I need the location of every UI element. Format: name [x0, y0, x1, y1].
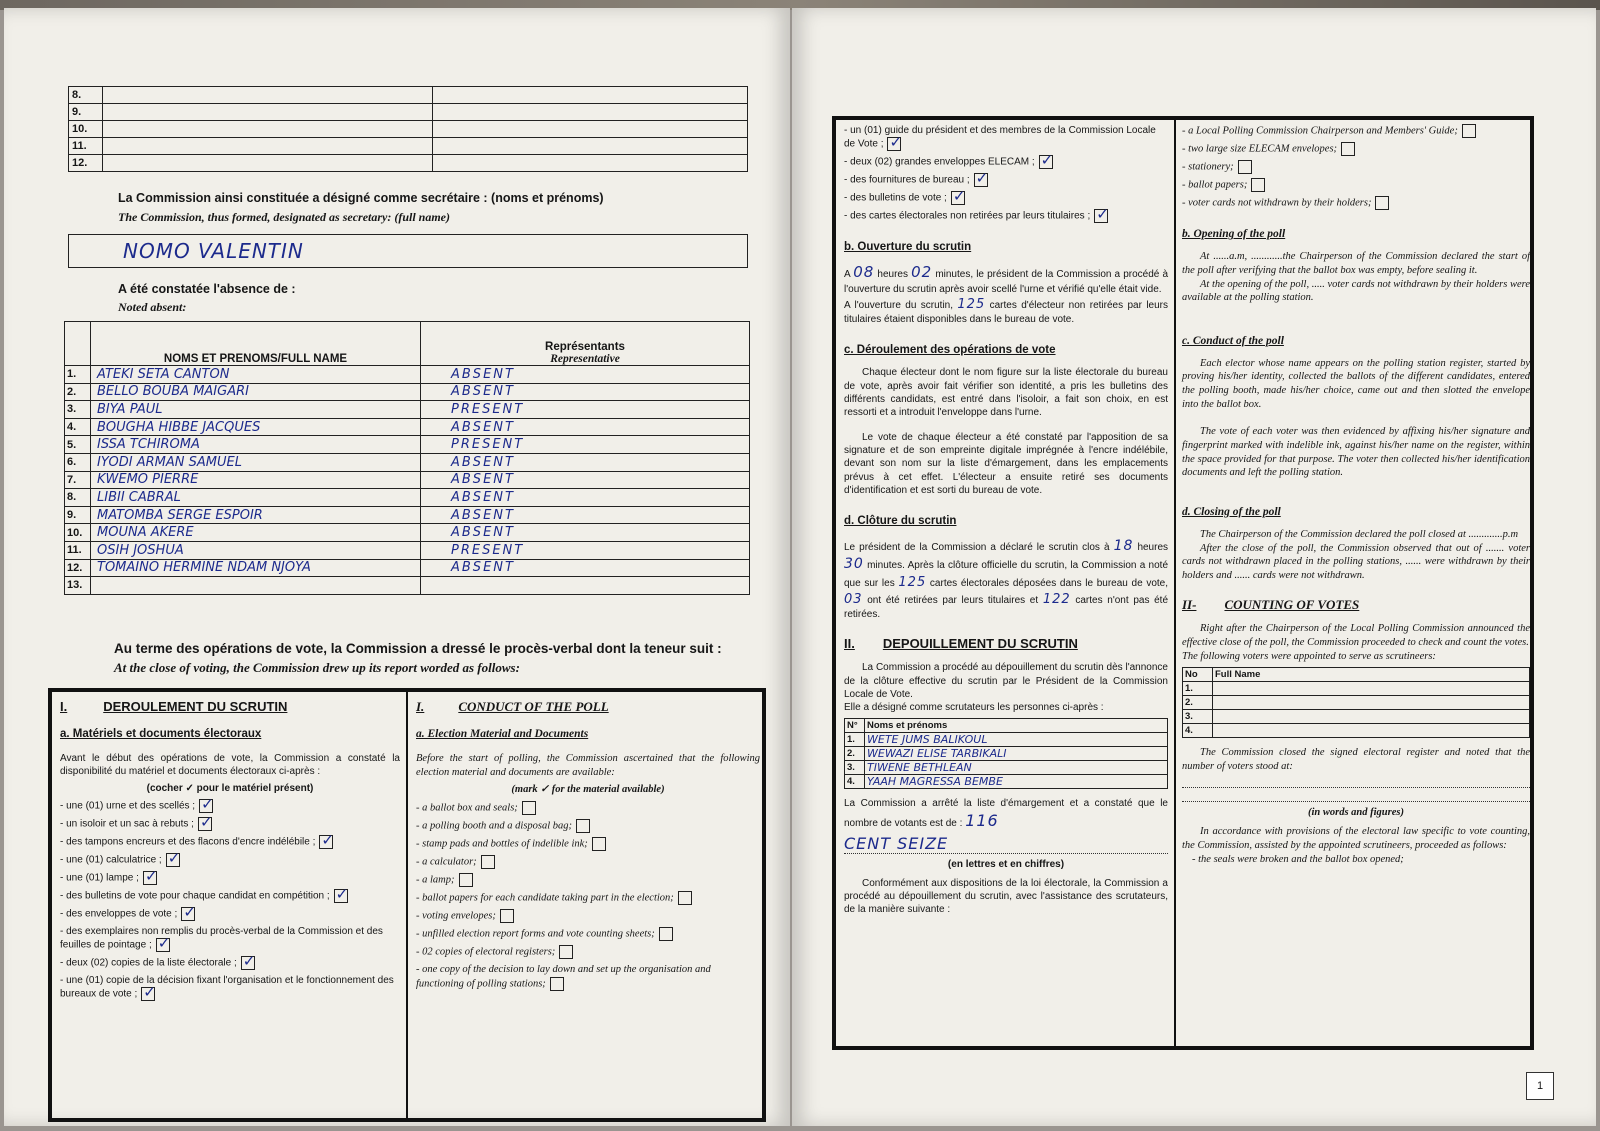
checklist-item	[60, 799, 400, 813]
checkbox[interactable]	[141, 987, 155, 1001]
left-page	[4, 8, 790, 1126]
checklist-item-label: - deux (02) copies de la liste électorale ;	[60, 958, 237, 970]
row-number: 10.	[65, 524, 91, 542]
closing-text-fr: Au terme des opérations de vote, la Commission a dressé le procès-verbal dont la teneur suit :	[114, 641, 722, 656]
checkbox[interactable]	[559, 945, 573, 959]
checkbox[interactable]	[1341, 142, 1355, 156]
checkbox[interactable]	[951, 191, 965, 205]
voters-count-words: CENT SEIZE	[844, 834, 1168, 854]
checkbox[interactable]	[1039, 155, 1053, 169]
candidate-name[interactable]: MATOMBA SERGE ESPOIR	[91, 506, 421, 524]
top-row-rep-cell[interactable]	[433, 138, 748, 155]
checkbox[interactable]	[1375, 196, 1389, 210]
scrutineer-name-cell[interactable]	[1213, 696, 1530, 710]
top-row-number: 10.	[69, 121, 103, 138]
checklist-item	[60, 817, 400, 831]
checklist-item-label: - des enveloppes de vote ;	[60, 909, 178, 921]
right-page	[792, 8, 1596, 1126]
row-number: 3.	[65, 401, 91, 419]
checklist-item-label: - une (01) copie de la décision fixant l'organisation et le fonctionnement des bureaux de vote ;	[60, 975, 394, 1001]
sub-d-title-en: d. Closing of the poll	[1182, 505, 1281, 518]
representative-status[interactable]: ABSENT	[421, 366, 750, 384]
checkbox[interactable]	[241, 956, 255, 970]
checkbox[interactable]	[198, 817, 212, 831]
row-number: 4.	[1183, 724, 1213, 738]
checklist-item-label: - unfilled election report forms and vote counting sheets;	[416, 928, 655, 940]
scrutineer-name[interactable]: YAAH MAGRESSA BEMBE	[865, 775, 1168, 789]
checklist-item-label: - ballot papers for each candidate taking part in the election;	[416, 892, 674, 904]
checklist-item-label: - des tampons encreurs et des flacons d'encre indélébile ;	[60, 837, 316, 849]
sub-b-title-fr: b. Ouverture du scrutin	[844, 241, 972, 253]
section-one-box	[48, 688, 766, 1122]
top-row	[69, 87, 748, 104]
checkbox[interactable]	[166, 853, 180, 867]
representative-status[interactable]: ABSENT	[421, 524, 750, 542]
scrutineers-table-en	[1182, 667, 1530, 738]
candidate-name[interactable]: ISSA TCHIROMA	[91, 436, 421, 454]
top-row	[69, 104, 748, 121]
table-row	[65, 366, 750, 384]
closing-text-en: At the close of voting, the Commission drew up its report worded as follows:	[114, 660, 520, 675]
checklist-item	[60, 871, 400, 885]
row-number: 1.	[1183, 682, 1213, 696]
checklist-item	[60, 835, 400, 849]
checkbox[interactable]	[659, 927, 673, 941]
scrutineers-table-fr	[844, 718, 1168, 789]
table-row	[845, 775, 1168, 789]
page-number: 1	[1526, 1072, 1554, 1100]
checklist-item	[60, 925, 400, 952]
table-row	[65, 401, 750, 419]
candidate-name[interactable]: BELLO BOUBA MAIGARI	[91, 383, 421, 401]
checklist-item	[1182, 196, 1530, 210]
closing-poll-text-fr: Le président de la Commission a déclaré le scrutin clos à 18 heures 30 minutes. Après la clôture officielle du scrutin, la Commission a noté que sur les 125 cartes électorales déposées dans le bureau de vote, 03 ont été retirées par leurs titulaires et 122 cartes n'ont pas été retirées.	[844, 538, 1169, 621]
top-row	[69, 155, 748, 172]
scrutineer-name[interactable]: TIWENE BETHLEAN	[865, 761, 1168, 775]
representative-status[interactable]: ABSENT	[421, 383, 750, 401]
table-row	[65, 418, 750, 436]
candidate-name[interactable]: ATEKI SETA CANTON	[91, 366, 421, 384]
top-row-name-cell[interactable]	[103, 104, 433, 121]
checkbox[interactable]	[156, 938, 170, 952]
row-number: 4.	[845, 775, 865, 789]
checklist-item-label: - une (01) calculatrice ;	[60, 855, 162, 867]
voters-count-fr: La Commission a arrêté la liste d'émargement et a constaté que le nombre de votants est de : 116	[844, 798, 1168, 831]
checklist-item	[416, 873, 760, 887]
checkbox[interactable]	[199, 799, 213, 813]
section-one-fr: I. DEROULEMENT DU SCRUTIN a. Matériels et documents électoraux Avant le début des opérations de vote, la Commission a constaté la disponibilité du matériel et documents électoraux ci-après : (cocher ✓ pour le matériel présent) - une (01) urne et des scellés ;✓ - un isoloir et un sac à rebuts ;✓ - des tampons encreurs et des flacons d'encre indélébile ;✓ - une (01) calculatrice ;✓ - une (01) lampe ;✓ - des bulletins de vote pour chaque candidat en compétition ;✓ - des enveloppes de vote ;✓ - des exemplaires non remplis du procès-verbal de la Commission et des feuilles de pointage ;✓ - deux (02) copies de la liste électorale ;✓ - une (01) copie de la décision fixant l'organisation et le fonctionnement des bureaux de vote ;✓	[60, 692, 400, 1118]
checklist-item	[1182, 142, 1530, 156]
table-row	[65, 471, 750, 489]
checkbox[interactable]	[319, 835, 333, 849]
representative-status[interactable]: ABSENT	[421, 506, 750, 524]
scrutineer-name-cell[interactable]	[1213, 724, 1530, 738]
table-row	[65, 489, 750, 507]
checklist-item-label: - stationery;	[1182, 161, 1234, 173]
checkbox[interactable]	[1238, 160, 1252, 174]
row-number: 2.	[1183, 696, 1213, 710]
checklist-item-label: - des bulletins de vote pour chaque candidat en compétition ;	[60, 891, 330, 903]
checklist-item-label: - des cartes électorales non retirées par leurs titulaires ;	[844, 210, 1091, 222]
checkbox[interactable]	[522, 801, 536, 815]
secretary-field[interactable]	[68, 234, 748, 268]
checklist-item	[416, 891, 760, 905]
representative-status[interactable]: ABSENT	[421, 489, 750, 507]
table-row	[65, 541, 750, 559]
candidate-name[interactable]: LIBII CABRAL	[91, 489, 421, 507]
checklist-item-label: - stamp pads and bottles of indelible ink;	[416, 838, 588, 850]
representative-status[interactable]: ABSENT	[421, 559, 750, 577]
checkbox[interactable]	[1251, 178, 1265, 192]
checklist-item-label: - voting envelopes;	[416, 910, 496, 922]
scrutineer-name[interactable]: WETE JUMS BALIKOUL	[865, 733, 1168, 747]
checklist-item	[1182, 124, 1530, 138]
secretary-label-en: The Commission, thus formed, designated as secretary: (full name)	[118, 210, 451, 224]
col-header-name: NOMS ET PRENOMS/FULL NAME	[91, 322, 421, 366]
row-number: 3.	[1183, 710, 1213, 724]
representative-status[interactable]: ABSENT	[421, 418, 750, 436]
checkbox[interactable]	[500, 909, 514, 923]
checklist-item	[60, 907, 400, 921]
top-row	[69, 121, 748, 138]
checklist-item	[60, 974, 400, 1001]
top-row-rep-cell[interactable]	[433, 87, 748, 104]
top-rows-table	[68, 86, 748, 172]
checklist-item-label: - 02 copies of electoral registers;	[416, 946, 556, 958]
checklist-item	[60, 956, 400, 970]
opening-text-fr: A 08 heures 02 minutes, le président de la Commission a procédé à l'ouverture du scrutin après avoir scellé l'urne et vérifié qu'elle était vide. A l'ouverture du scrutin, 125 cartes d'électeur non retirées par leurs titulaires étaient disponibles dans le bureau de vote.	[844, 263, 1169, 326]
representative-status[interactable]: PRESENT	[421, 541, 750, 559]
table-header-row: No Full Name	[1183, 668, 1530, 682]
section-one-en: I. CONDUCT OF THE POLL a. Election Material and Documents Before the start of polling, the Commission ascertained that the following election material and documents are available: (mark ✓ for the material available) - a ballot box and seals; - a polling booth and a disposal bag; - stamp pads and bottles of indelible ink; - a calculator; - a lamp; - ballot papers for each candidate taking part in the election; - voting envelopes; - unfilled election report forms and vote counting sheets; - 02 copies of electoral registers; - one copy of the decision to lay down and set up the organisation and functioning of polling stations;	[416, 699, 760, 990]
row-number: 3.	[845, 761, 865, 775]
checklist-item	[1182, 160, 1530, 174]
top-row-name-cell[interactable]	[103, 87, 433, 104]
checklist-item	[844, 173, 1168, 187]
checklist-item	[416, 855, 760, 869]
checklist-item-label: - voter cards not withdrawn by their holders;	[1182, 197, 1372, 209]
row-number: 9.	[65, 506, 91, 524]
absent-label-fr: A été constatée l'absence de :	[118, 282, 296, 296]
checklist-item-label: - un isoloir et un sac à rebuts ;	[60, 819, 194, 831]
checklist-item	[1182, 178, 1530, 192]
top-row	[69, 138, 748, 155]
row-number: 13.	[65, 577, 91, 595]
table-row	[1183, 682, 1530, 696]
checkbox[interactable]	[481, 855, 495, 869]
representative-status[interactable]: ABSENT	[421, 453, 750, 471]
checkbox[interactable]	[592, 837, 606, 851]
table-row	[65, 453, 750, 471]
row-number: 12.	[65, 559, 91, 577]
section-continued-box	[832, 116, 1534, 1050]
candidate-name[interactable]: MOUNA AKERE	[91, 524, 421, 542]
top-row-number: 9.	[69, 104, 103, 121]
scrutineer-name-cell[interactable]	[1213, 682, 1530, 696]
checkbox[interactable]	[576, 819, 590, 833]
representative-status[interactable]: ABSENT	[421, 471, 750, 489]
candidate-name[interactable]: KWEMO PIERRE	[91, 471, 421, 489]
section-one-title-fr: DEROULEMENT DU SCRUTIN	[103, 699, 288, 714]
representative-status[interactable]: PRESENT	[421, 436, 750, 454]
table-row	[1183, 696, 1530, 710]
secretary-value: NOMO VALENTIN	[123, 239, 304, 263]
row-number: 2.	[65, 383, 91, 401]
top-row-number: 11.	[69, 138, 103, 155]
checklist-item	[844, 155, 1168, 169]
checklist-item-label: - une (01) urne et des scellés ;	[60, 801, 196, 813]
table-row	[845, 761, 1168, 775]
right-column-fr: - un (01) guide du président et des membres de la Commission Locale de Vote ;✓ - deux (02) grandes enveloppes ELECAM ;✓ - des fournitures de bureau ;✓ - des bulletins de vote ;✓ - des cartes électorales non retirées par leurs titulaires ;✓ b. Ouverture du scrutin A 08 heures 02 minutes, le président de la Commission a procédé à l'ouverture du scrutin après avoir scellé l'urne et vérifié qu'elle était vide. A l'ouverture du scrutin, 125 cartes d'électeur non retirées par leurs titulaires étaient disponibles dans le bureau de vote. c. Déroulement des opérations de vote Chaque électeur dont le nom figure sur la liste électorale du bureau de vote, après avoir fait vérifier son identité, a pris les bulletins des différents candidats, est entré dans l'isoloir, a fait son choix, en est ressorti et a introduit l'enveloppe dans l'urne. Le vote de chaque électeur a été constaté par l'apposition de sa signature et de son empreinte digitale imprégnée à l'encre indélébile, devant son nom sur la liste d'émargement, dans les emplacements prévus à cet effet. L'électeur a ensuite retiré ses documents d'identification et est sorti du bureau de vote. d. Clôture du scrutin Le président de la Commission a déclaré le scrutin clos à 18 heures 30 minutes. Après la clôture officielle du scrutin, la Commission a noté que sur les 125 cartes électorales déposées dans le bureau de vote, 03 ont été retirées par leurs titulaires et 122 cartes n'ont pas été retirées. II. DEPOUILLEMENT DU SCRUTIN La Commission a procédé au dépouillement du scrutin dès l'annonce de la clôture effective du scrutin par le Président de la Commission Locale de Vote. Elle a désigné comme scrutateurs les personnes ci-après : N° Noms et prénoms 1. WETE JUMS BALIKOUL 2. WEWAZI ELISE TARBIKALI 3. TIWENE BETHLEAN 4. YAAH MAGRESSA BEMBE La Commission a arrêté la liste d'émargement et a constaté que le nombre de votants est de : 116 CENT SEIZE (en lettres et en chiffres) Conformément aux dispositions de la loi électorale, la Commission a procédé au dépouillement du scrutin, avec l'assistance des scrutateurs, de la manière suivante :	[844, 120, 1168, 1046]
table-header-row: N° Noms et prénoms	[845, 719, 1168, 733]
checkbox[interactable]	[334, 889, 348, 903]
row-number: 1.	[845, 733, 865, 747]
checklist-item-label: - des bulletins de vote ;	[844, 192, 947, 204]
right-column-en: - a Local Polling Commission Chairperson and Members' Guide; - two large size ELECAM envelopes; - stationery; - ballot papers; - voter cards not withdrawn by their holders; b. Opening of the poll At ......a.m, ............the Chairperson of the Commission declared the start of the poll after verifying that the ballot box was empty, before sealing it. At the opening of the poll, ..... voter cards not withdrawn by their holders were available at the polling station. c. Conduct of the poll Each elector whose name appears on the polling station register, started by proving his/her identity, collected the ballots of the different candidates, entered the polling booth, made his/her choice, came out and then slotted the envelope into the ballot box. The vote of each voter was then evidenced by affixing his/her signature and fingerprint marked with indelible ink, against his/her name on the register, within the space provided for that purpose. The voter then collected his/her identification documents and left the polling station. d. Closing of the poll The Chairperson of the Commission declared the poll closed at .............p.m After the close of the poll, the Commission observed that out of ....... voter cards not withdrawn placed in the polling stations, ...... were withdrawn by their holders and ...... cards were not withdrawn. II- COUNTING OF VOTES Right after the Chairperson of the Local Polling Commission announced the effective close of the poll, the Commission proceeded to check and count the votes. The following voters were appointed to serve as scrutineers: No Full Name 1. 2. 3. 4. The Commission closed the signed electoral register and noted that the number of voters stood at: (in words and figures) In accordance with provisions of the electoral law specific to vote counting, the Commission, assisted by the appointed scrutineers, proceeded as follows: - the seals were broken and the ballot box opened;	[1182, 125, 1530, 865]
checklist-item-label: - des exemplaires non remplis du procès-verbal de la Commission et des feuilles de pointage ;	[60, 926, 383, 952]
col-header-rep: Représentants Representative	[421, 322, 750, 366]
sub-b-title-en: b. Opening of the poll	[1182, 228, 1286, 241]
sub-c-title-fr: c. Déroulement des opérations de vote	[844, 344, 1056, 357]
row-number: 4.	[65, 418, 91, 436]
checklist-item	[844, 124, 1168, 151]
checklist-item-label: - one copy of the decision to lay down and set up the organisation and functioning of polling stations;	[416, 964, 711, 990]
table-row	[65, 577, 750, 595]
checklist-item-label: - deux (02) grandes enveloppes ELECAM ;	[844, 156, 1035, 168]
checklist-item	[416, 963, 760, 991]
table-row	[65, 506, 750, 524]
checkbox[interactable]	[181, 907, 195, 921]
checklist-item-label: - des fournitures de bureau ;	[844, 174, 970, 186]
checklist-item	[416, 945, 760, 959]
sub-a-title-fr: a. Matériels et documents électoraux	[60, 728, 262, 740]
top-row-number: 12.	[69, 155, 103, 172]
sub-d-title-fr: d. Clôture du scrutin	[844, 515, 957, 528]
checklist-item-label: - a polling booth and a disposal bag;	[416, 820, 573, 832]
sub-c-title-en: c. Conduct of the poll	[1182, 334, 1284, 347]
top-row-name-cell[interactable]	[103, 155, 433, 172]
row-number: 7.	[65, 471, 91, 489]
section-two-title-fr: DEPOUILLEMENT DU SCRUTIN	[882, 636, 1078, 652]
checklist-item	[416, 909, 760, 923]
checkbox[interactable]	[974, 173, 988, 187]
checklist-item-label: - a Local Polling Commission Chairperson and Members' Guide;	[1182, 125, 1458, 137]
top-row-rep-cell[interactable]	[433, 121, 748, 138]
top-row-number: 8.	[69, 87, 103, 104]
candidate-name[interactable]	[91, 577, 421, 595]
checklist-item	[844, 209, 1168, 223]
row-number: 6.	[65, 453, 91, 471]
table-row	[65, 524, 750, 542]
row-number: 1.	[65, 366, 91, 384]
checklist-item-label: - a calculator;	[416, 856, 477, 868]
absent-table	[64, 321, 750, 595]
checklist-item	[416, 837, 760, 851]
candidate-name[interactable]: OSIH JOSHUA	[91, 541, 421, 559]
candidate-name[interactable]: TOMAINO HERMINE NDAM NJOYA	[91, 559, 421, 577]
table-row	[65, 436, 750, 454]
table-row	[1183, 724, 1530, 738]
candidate-name[interactable]: BIYA PAUL	[91, 401, 421, 419]
checklist-item-label: - two large size ELECAM envelopes;	[1182, 143, 1338, 155]
secretary-label-fr: La Commission ainsi constituée a désigné comme secrétaire : (noms et prénoms)	[118, 191, 604, 205]
checklist-item	[416, 927, 760, 941]
representative-status[interactable]	[421, 577, 750, 595]
top-row-name-cell[interactable]	[103, 121, 433, 138]
row-number: 5.	[65, 436, 91, 454]
checkbox[interactable]	[1094, 209, 1108, 223]
checkbox[interactable]	[1462, 124, 1476, 138]
checkbox[interactable]	[143, 871, 157, 885]
candidate-name[interactable]: IYODI ARMAN SAMUEL	[91, 453, 421, 471]
absent-label-en: Noted absent:	[118, 300, 187, 314]
checklist-item-label: - a lamp;	[416, 874, 455, 886]
table-row	[65, 383, 750, 401]
table-row	[845, 733, 1168, 747]
checklist-item-label: - ballot papers;	[1182, 179, 1248, 191]
representative-status[interactable]: PRESENT	[421, 401, 750, 419]
checklist-item	[416, 801, 760, 815]
checklist-item-label: - un (01) guide du président et des membres de la Commission Locale de Vote ;	[844, 125, 1156, 150]
checkbox[interactable]	[887, 137, 901, 151]
checklist-item	[844, 191, 1168, 205]
checkbox[interactable]	[550, 977, 564, 991]
row-number: 11.	[65, 541, 91, 559]
checkbox[interactable]	[459, 873, 473, 887]
checklist-item	[416, 819, 760, 833]
scrutineer-name[interactable]: WEWAZI ELISE TARBIKALI	[865, 747, 1168, 761]
row-number: 2.	[845, 747, 865, 761]
checklist-item-label: - a ballot box and seals;	[416, 802, 518, 814]
top-row-name-cell[interactable]	[103, 138, 433, 155]
table-row	[1183, 710, 1530, 724]
checklist-item-label: - une (01) lampe ;	[60, 873, 139, 885]
scrutineer-name-cell[interactable]	[1213, 710, 1530, 724]
checklist-item	[60, 853, 400, 867]
table-row	[845, 747, 1168, 761]
candidate-name[interactable]: BOUGHA HIBBE JACQUES	[91, 418, 421, 436]
top-row-rep-cell[interactable]	[433, 155, 748, 172]
checklist-item	[60, 889, 400, 903]
top-row-rep-cell[interactable]	[433, 104, 748, 121]
section-one-title-en: CONDUCT OF THE POLL	[458, 699, 609, 714]
section-two-title-en: COUNTING OF VOTES	[1224, 597, 1360, 613]
sub-a-title-en: a. Election Material and Documents	[416, 728, 589, 740]
checkbox[interactable]	[678, 891, 692, 905]
row-number: 8.	[65, 489, 91, 507]
table-row	[65, 559, 750, 577]
